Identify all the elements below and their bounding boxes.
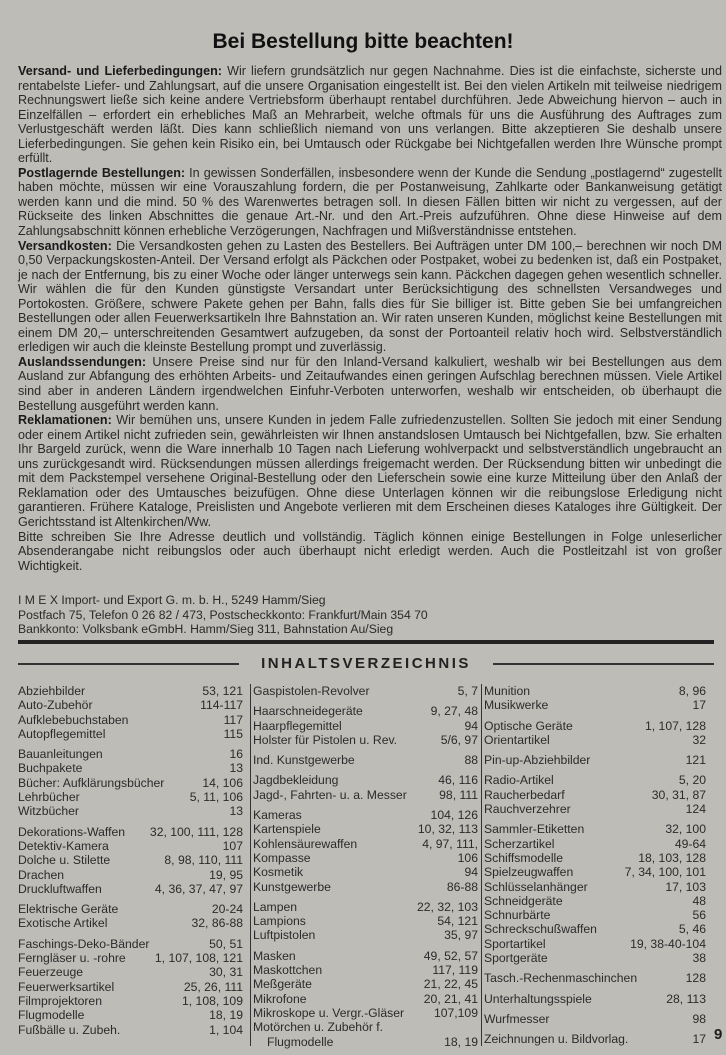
- page-number: 9: [714, 1026, 723, 1043]
- toc-entry: [18, 1023, 243, 1037]
- toc-entry-name: Feuerzeuge: [18, 965, 84, 980]
- toc-group: [484, 684, 706, 713]
- toc-entry-pages: 13: [229, 804, 243, 819]
- toc-entry-pages: 128: [685, 971, 706, 986]
- toc-entry-name: Spielzeugwaffen: [484, 865, 574, 880]
- toc-entry-pages: 25, 26, 111: [183, 979, 243, 994]
- toc-entry-name: Exotische Artikel: [18, 916, 108, 931]
- toc-entry: [18, 916, 243, 930]
- section-heading: Reklamationen:: [18, 413, 112, 428]
- toc-entry-name: Masken: [253, 948, 296, 963]
- toc-entry-name: Auto-Zubehör: [18, 698, 93, 713]
- toc-entry-name: Radio-Artikel: [484, 773, 554, 788]
- toc-entry-name: Optische Geräte: [484, 718, 573, 733]
- toc-group: [484, 753, 706, 767]
- toc-entry: [253, 837, 478, 851]
- toc-entry-pages: 124: [685, 802, 706, 817]
- toc-entry-name: Musikwerke: [484, 698, 549, 713]
- toc-entry-name: Raucherbedarf: [484, 787, 565, 802]
- toc-entry: [484, 865, 706, 879]
- toc-entry-pages: 53, 121: [202, 684, 243, 698]
- page-title: Bei Bestellung bitte beachten!: [212, 30, 514, 53]
- section-text: In gewissen Sonderfällen, insbesondere wenn der Kunde die Sendung „postlagernd“ zugestellt haben möchte, müssen wir eine Vorauszahlung fordern, die per Postanweisung, Zahlkarte oder Bankanweisung getätigt werden kann und die mind. 50 % des Warenwertes betragen soll. In diesen Fällen bitten wir nicht zu vergessen, auf der Rückseite des linken Abschnittes die genaue Art.-Nr. und den Art.-Preis aufzuführen. Ohne diese Hinweise auf dem Zahlungsabschnitt können erhebliche Verzögerungen, Nachfragen und Mißverständnisse entstehen.: [18, 165, 722, 239]
- toc-column-2: [250, 684, 478, 1049]
- toc-entry-pages: 1, 107, 128: [645, 718, 706, 733]
- toc-title: INHALTSVERZEICHNIS: [261, 655, 471, 672]
- toc-entry-name: Unterhaltungsspiele: [484, 991, 592, 1006]
- toc-entry: [253, 880, 478, 894]
- toc-entry-name: Fußbälle u. Zubeh.: [18, 1022, 121, 1037]
- toc-entry-pages: 8, 98, 110, 111: [164, 853, 243, 868]
- toc-entry-pages: 20-24: [211, 902, 243, 917]
- toc-entry: [18, 980, 243, 994]
- toc-entry: [484, 951, 706, 965]
- section-heading: Versandkosten:: [18, 238, 112, 253]
- toc-entry-pages: 19, 38-40-104: [630, 936, 706, 951]
- toc-entry-name: Flugmodelle: [18, 1008, 85, 1023]
- toc-entry: [484, 802, 706, 816]
- toc-group: [253, 753, 478, 767]
- toc-entry-pages: 32, 100: [665, 822, 706, 837]
- toc-entry-name: Holster für Pistolen u. Rev.: [253, 732, 398, 747]
- toc-entry-name: Schnurbärte: [484, 908, 551, 923]
- toc-group: [484, 1032, 706, 1046]
- toc-entry-name: Bücher: Aufklärungsbücher: [18, 775, 165, 790]
- toc-group: [253, 900, 478, 943]
- toc-entry: [484, 908, 706, 922]
- section-heading: Postlagernde Bestellungen:: [18, 165, 186, 180]
- section-paragraph: [18, 64, 722, 166]
- toc-entry: [18, 790, 243, 804]
- section-heading: Versand- und Lieferbedingungen:: [18, 64, 222, 78]
- toc-entry: [253, 704, 478, 718]
- address-line: Bankkonto: Volksbank eGmbH. Hamm/Sieg 311, Bahnstation Au/Sieg: [18, 622, 394, 637]
- toc-entry: [253, 753, 478, 767]
- toc-entry-name: Autopflegemittel: [18, 726, 106, 741]
- toc-entry-name: Lehrbücher: [18, 790, 80, 805]
- address-line: Postfach 75, Telefon 0 26 82 / 473, Postscheckkonto: Frankfurt/Main 354 70: [18, 607, 428, 622]
- company-address: [18, 593, 428, 637]
- section-text: Wir bemühen uns, unsere Kunden in jedem Falle zufriedenzustellen. Sollten Sie jedoch mit einer Sendung oder einem Artikel nicht zufrieden sein, gewährleisten wir Ihnen anstandslosen Umtausch bei Nichtgefallen, bzw. Sie erhalten Ihr Bargeld zurück, wenn die Ware innerhalb 10 Tagen nach Lieferung wohlverpackt und selbstverständlich ungebraucht an uns zurückgesandt wird. Rücksendungen müssen allerdings freigemacht werden. Der Rücksendung bitten wir unbedingt die mit dem Packstempel versehene Original-Bestellung oder den Lieferschein sowie eine kurze Mitteilung über den Anlaß der Reklamation oder des Umtausches beizufügen. Ohne diese Unterlagen können wir die reibungslose Erledigung nicht garantieren. Frühere Kataloge, Preislisten und Angebote verlieren mit dem Erscheinen dieses Kataloges ihre Gültigkeit. Der Gerichtsstand ist Altenkirchen/Ww.: [18, 413, 722, 529]
- toc-entry: [253, 977, 478, 991]
- toc-column-3: [481, 684, 706, 1046]
- toc-entry-pages: 5, 11, 106: [189, 790, 243, 805]
- toc-entry-name: Faschings-Deko-Bänder: [18, 936, 150, 951]
- toc-entry: [253, 963, 478, 977]
- toc-entry-name: Schneidgeräte: [484, 893, 563, 908]
- toc-entry-pages: 21, 22, 45: [423, 977, 478, 992]
- toc-entry: [253, 914, 478, 928]
- toc-entry: [484, 1032, 706, 1046]
- toc-entry-name: Feuerwerksartikel: [18, 979, 115, 994]
- toc-entry-name: Kunstgewerbe: [253, 879, 331, 894]
- toc-entry-name: Tasch.-Rechenmaschinchen: [484, 971, 638, 986]
- toc-entry-name: Kartenspiele: [253, 822, 321, 837]
- toc-entry: [18, 825, 243, 839]
- toc-entry: [253, 851, 478, 865]
- toc-entry: [253, 808, 478, 822]
- toc-entry-pages: 35, 97: [444, 928, 478, 943]
- toc-entry-pages: 50, 51: [209, 936, 243, 951]
- toc-group: [18, 825, 243, 896]
- toc-entry: [484, 753, 706, 767]
- toc-entry: [484, 684, 706, 698]
- toc-entry-name: Jagd-, Fahrten- u. a. Messer: [253, 787, 407, 802]
- toc-entry-pages: 104, 126: [430, 808, 478, 823]
- section-text: Die Versandkosten gehen zu Lasten des Bestellers. Bei Aufträgen unter DM 100,– berechnen wir noch DM 0,50 Verpackungskosten-Anteil. Der Versand erfolgt als Päckchen oder Postpaket, wobei zu bedenken ist, daß ein Postpaket, je nach der Entfernung, bis zu einer Woche oder länger unterwegs sein kann. Päckchen dagegen gehen wesentlich schneller. Wir wählen die für den Kunden günstigste Versandart unter Berücksichtigung des schnellsten Versandweges und Portokosten. Größere, schwere Pakete gehen per Bahn, falls dies für Sie billiger ist. Bitte geben Sie bei umfangreichen Bestellungen oder allen Feuerwerksartikeln Ihre Bahnstation an. Wir raten unseren Kunden, möglichst keine Bestellungen mit einem DM 20,– unterschreitenden Gesamtwert aufzugeben, da sonst der Portoanteil relativ hoch wird. Selbstverständlich erledigen wir auch die kleinste Bestellung prompt und zuverlässig.: [18, 238, 722, 355]
- toc-entry-pages: 17: [692, 1032, 706, 1047]
- toc-entry: [253, 788, 478, 802]
- toc-entry-name: Ferngläser u. -rohre: [18, 951, 126, 966]
- toc-group: [253, 949, 478, 1049]
- toc-entry: [18, 1008, 243, 1022]
- toc-entry-name: Flugmodelle: [267, 1034, 334, 1049]
- toc-entry-name: Sportgeräte: [484, 951, 548, 966]
- toc-entry-name: Pin-up-Abziehbilder: [484, 753, 591, 768]
- toc-entry-name: Kosmetik: [253, 865, 304, 880]
- toc-entry: [484, 922, 706, 936]
- divider: [18, 640, 714, 644]
- toc-entry: [484, 733, 706, 747]
- toc-entry-pages: 49, 52, 57: [423, 948, 478, 963]
- toc-entry-pages: 117: [223, 712, 243, 727]
- toc-entry-pages: 98: [692, 1011, 706, 1026]
- toc-entry-pages: 56: [692, 908, 706, 923]
- toc-entry: [484, 937, 706, 951]
- toc-entry-name: Meßgeräte: [253, 977, 312, 992]
- toc-entry: [253, 1020, 478, 1034]
- toc-entry: [484, 851, 706, 865]
- toc-entry: [484, 880, 706, 894]
- toc-entry: [484, 719, 706, 733]
- section-paragraph: [18, 239, 722, 355]
- toc-entry: [18, 882, 243, 896]
- toc-entry-name: Detektiv-Kamera: [18, 838, 109, 853]
- toc-entry-name: Munition: [484, 684, 531, 698]
- toc-entry-name: Mikroskope u. Vergr.-Gläser: [253, 1005, 405, 1020]
- toc-group: [18, 937, 243, 1037]
- section-text: Unsere Preise sind nur für den Inland-Versand kalkuliert, weshalb wir bei Bestellungen aus dem Ausland zur Abfangung des erhöhten Arbeits- und Zeitaufwandes einen geringen Aufschlag berechnen müssen. Viele Artikel sind aber in anderen Ländern irgendwelchen Einfuhr-Verboten unterworfen, weshalb wir entscheiden, ob überhaupt die Bestellung ausgeführt werden kann.: [18, 354, 722, 413]
- toc-entry: [18, 804, 243, 818]
- toc-entry-pages: 117, 119: [432, 963, 478, 978]
- toc-entry-pages: 18, 19: [444, 1034, 478, 1049]
- toc-entry: [253, 733, 478, 747]
- toc-entry-name: Kameras: [253, 808, 302, 823]
- toc-entry-name: Luftpistolen: [253, 928, 316, 943]
- toc-entry-pages: 94: [464, 718, 478, 733]
- toc-entry-pages: 30, 31: [209, 965, 243, 980]
- toc-entry-pages: 1, 107, 108, 121: [154, 951, 243, 966]
- toc-entry-pages: 4, 36, 37, 47, 97: [154, 881, 243, 896]
- toc-entry-name: Bauanleitungen: [18, 747, 103, 762]
- toc-entry: [18, 698, 243, 712]
- toc-entry-pages: 5, 46: [678, 922, 706, 937]
- divider: [493, 663, 714, 665]
- toc-group: [484, 992, 706, 1006]
- toc-entry-pages: 16: [229, 747, 243, 762]
- toc-entry-pages: 18, 103, 128: [638, 850, 706, 865]
- toc-group: [18, 902, 243, 931]
- section-text: Bitte schreiben Sie Ihre Adresse deutlich und vollständig. Täglich können einige Bestellungen in Folge unleserlicher Absenderangabe nicht reibungslos oder auch überhaupt nicht erledigt werden. Auch die Postleitzahl ist von großer Wichtigkeit.: [18, 529, 722, 573]
- toc-entry-pages: 5, 20: [678, 773, 706, 788]
- toc-group: [484, 719, 706, 748]
- toc-entry-name: Kohlensäurewaffen: [253, 836, 358, 851]
- toc-group: [484, 971, 706, 985]
- toc-entry: [484, 971, 706, 985]
- toc-entry-pages: 107,109: [433, 1005, 478, 1020]
- toc-entry: [253, 684, 478, 698]
- toc-entry-pages: 9, 27, 48: [430, 704, 478, 719]
- toc-heading: [18, 655, 714, 672]
- toc-entry-pages: 20, 21, 41: [423, 991, 478, 1006]
- toc-entry: [18, 713, 243, 727]
- section-heading: Auslandssendungen:: [18, 354, 147, 369]
- toc-entry-name: Rauchverzehrer: [484, 802, 571, 817]
- toc-entry-name: Sammler-Etiketten: [484, 822, 585, 837]
- toc-entry: [253, 949, 478, 963]
- toc-column-1: [18, 684, 243, 1043]
- toc-entry-pages: 114-117: [200, 698, 243, 713]
- toc-entry-name: Motörchen u. Zubehör f.: [253, 1020, 384, 1035]
- toc-entry: [484, 894, 706, 908]
- toc-entry: [18, 776, 243, 790]
- toc-entry-pages: 98, 111: [439, 787, 478, 802]
- toc-entry-pages: 32: [692, 732, 706, 747]
- toc-entry-pages: 17, 103: [665, 879, 706, 894]
- toc-entry-pages: 49-64: [674, 836, 706, 851]
- toc-entry-pages: 1, 108, 109: [182, 993, 243, 1008]
- toc-entry: [18, 761, 243, 775]
- toc-entry-pages: 4, 97, 111,: [422, 836, 478, 851]
- toc-entry-name: Haarpflegemittel: [253, 718, 342, 733]
- toc-entry-pages: 48: [692, 893, 706, 908]
- section-paragraph: [18, 413, 722, 529]
- toc-entry-name: Lampen: [253, 899, 298, 914]
- toc-entry-name: Jagdbekleidung: [253, 773, 339, 788]
- toc-entry: [18, 727, 243, 741]
- toc-entry: [484, 822, 706, 836]
- toc-entry-name: Drachen: [18, 867, 65, 882]
- toc-entry-pages: 10, 32, 113: [417, 822, 478, 837]
- toc-entry-name: Lampions: [253, 914, 306, 929]
- toc-entry-pages: 1, 104: [209, 1022, 243, 1037]
- toc-entry-pages: 115: [223, 726, 243, 741]
- section-paragraph: [18, 166, 722, 239]
- toc-entry-name: Dolche u. Stilette: [18, 853, 111, 868]
- toc-entry-pages: 32, 86-88: [191, 916, 243, 931]
- toc-entry-pages: 106: [457, 850, 478, 865]
- toc-entry: [18, 868, 243, 882]
- toc-entry-pages: 5, 7: [457, 684, 478, 698]
- toc-entry: [253, 928, 478, 942]
- toc-entry-name: Scherzartikel: [484, 836, 555, 851]
- toc-entry: [18, 747, 243, 761]
- toc-entry-pages: 38: [692, 951, 706, 966]
- toc-entry: [484, 788, 706, 802]
- toc-entry: [18, 839, 243, 853]
- toc-entry-pages: 94: [464, 865, 478, 880]
- toc-entry-name: Druckluftwaffen: [18, 881, 102, 896]
- toc-entry-name: Mikrofone: [253, 991, 307, 1006]
- toc-entry-name: Schreckschußwaffen: [484, 922, 597, 937]
- toc-group: [253, 704, 478, 747]
- toc-entry-pages: 121: [685, 753, 706, 768]
- toc-entry-name: Schlüsselanhänger: [484, 879, 588, 894]
- toc-entry-name: Schiffsmodelle: [484, 850, 564, 865]
- section-text: Wir liefern grundsätzlich nur gegen Nachnahme. Dies ist die einfachste, sicherste und rentabelste Liefer- und Zahlungsart, auf die unsere Organisation eingestellt ist. Bei den vielen Artikeln mit teilweise niedrigem Rechnungswert ließe sich keine andere Vertriebsform überhaupt rentabel durchführen. Jede Abweichung hiervon – auch in Einzelfällen – erfordert ein erhebliches Maß an Mehrarbeit, welche oftmals für uns die Ausführung des Auftrages zum Verlustgeschäft werden läßt. Dies kann schließlich niemand von uns verlangen. Bitte akzeptieren Sie deshalb unsere Lieferbedingungen. Sie gehen kein Risiko ein, bei Umtausch oder Rückgabe bei Nichtgefallen werden Ihre Wünsche prompt erfüllt.: [18, 64, 723, 166]
- toc-group: [18, 747, 243, 818]
- toc-entry-pages: 7, 34, 100, 101: [624, 865, 706, 880]
- toc-entry: [484, 698, 706, 712]
- toc-entry: [484, 837, 706, 851]
- toc-entry: [18, 853, 243, 867]
- toc-entry: [18, 951, 243, 965]
- toc-entry-name: Gaspistolen-Revolver: [253, 684, 370, 698]
- toc-entry: [253, 992, 478, 1006]
- toc-entry-pages: 17: [692, 698, 706, 713]
- toc-entry-pages: 54, 121: [437, 914, 478, 929]
- toc-entry-pages: 28, 113: [666, 991, 706, 1006]
- toc-entry: [253, 865, 478, 879]
- toc-entry: [253, 773, 478, 787]
- toc-entry: [253, 1035, 478, 1049]
- toc-entry: [18, 965, 243, 979]
- toc-entry: [18, 902, 243, 916]
- toc-entry-name: Witzbücher: [18, 804, 79, 819]
- toc-entry-pages: 5/6, 97: [440, 732, 478, 747]
- toc-group: [484, 822, 706, 965]
- toc-entry-pages: 8, 96: [678, 684, 706, 698]
- toc-entry-name: Zeichnungen u. Bildvorlag.: [484, 1032, 629, 1047]
- divider: [18, 663, 239, 665]
- toc-entry: [484, 1012, 706, 1026]
- toc-group: [253, 773, 478, 802]
- toc-entry-name: Abziehbilder: [18, 684, 86, 698]
- toc-entry-pages: [474, 1020, 478, 1034]
- toc-entry: [18, 937, 243, 951]
- toc-entry-name: Maskottchen: [253, 963, 323, 978]
- toc-group: [253, 684, 478, 698]
- toc-entry-pages: 22, 32, 103: [417, 899, 478, 914]
- ordering-conditions: [18, 64, 722, 573]
- toc-group: [484, 773, 706, 816]
- toc-entry-pages: 13: [229, 761, 243, 776]
- toc-entry: [484, 773, 706, 787]
- toc-entry-name: Elektrische Geräte: [18, 902, 119, 917]
- toc-entry-name: Ind. Kunstgewerbe: [253, 753, 355, 768]
- toc-entry-name: Haarschneidegeräte: [253, 704, 363, 719]
- toc-entry: [18, 994, 243, 1008]
- toc-entry-name: Aufklebebuchstaben: [18, 712, 129, 727]
- section-paragraph: [18, 355, 722, 413]
- toc-entry-pages: 86-88: [446, 879, 478, 894]
- toc-group: [18, 684, 243, 741]
- toc-entry-name: Buchpakete: [18, 761, 83, 776]
- section-paragraph: [18, 530, 722, 574]
- toc-entry-pages: 32, 100, 111, 128: [149, 824, 243, 839]
- toc-entry-pages: 107: [222, 838, 243, 853]
- toc-entry-pages: 19, 95: [209, 867, 243, 882]
- toc-entry-name: Wurfmesser: [484, 1011, 550, 1026]
- toc-entry: [253, 900, 478, 914]
- toc-entry: [253, 1006, 478, 1020]
- toc-entry-name: Dekorations-Waffen: [18, 824, 126, 839]
- toc-entry-name: Orientartikel: [484, 732, 550, 747]
- toc-entry-pages: 18, 19: [209, 1008, 243, 1023]
- toc-entry: [253, 719, 478, 733]
- toc-entry-pages: 30, 31, 87: [651, 787, 706, 802]
- toc-entry-pages: 88: [464, 753, 478, 768]
- toc-entry-name: Sportartikel: [484, 936, 546, 951]
- toc-group: [484, 1012, 706, 1026]
- toc-entry: [484, 992, 706, 1006]
- toc-entry-pages: 14, 106: [202, 775, 243, 790]
- toc-entry: [18, 684, 243, 698]
- toc-entry-name: Kompasse: [253, 850, 311, 865]
- address-line: I M E X Import- und Export G. m. b. H., 5249 Hamm/Sieg: [18, 593, 326, 607]
- toc-entry: [253, 822, 478, 836]
- toc-entry-pages: 46, 116: [438, 773, 478, 788]
- toc-group: [253, 808, 478, 894]
- toc-entry-name: Filmprojektoren: [18, 993, 102, 1008]
